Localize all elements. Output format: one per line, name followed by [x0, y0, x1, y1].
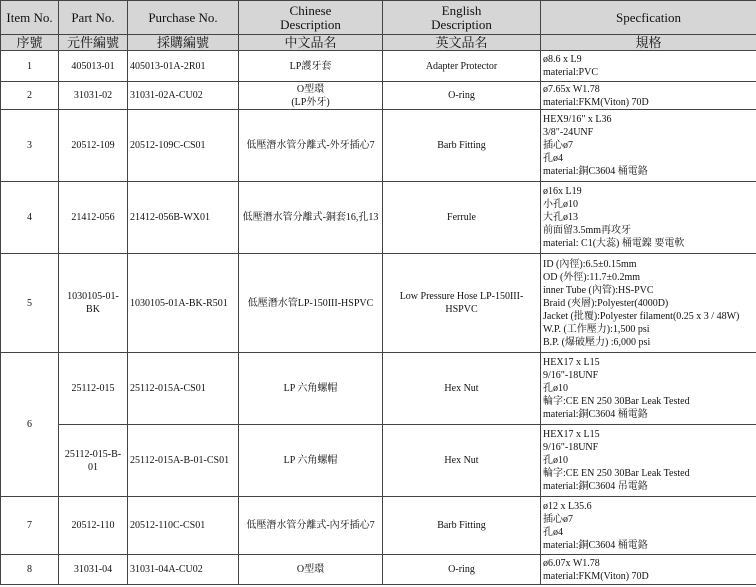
chinese-description-cell: O型環: [239, 555, 383, 585]
english-description-cell: O-ring: [383, 555, 541, 585]
spec-line: Braid (夾層):Polyester(4000D): [543, 297, 669, 309]
chinese-description-cell: 低壓潛水管分離式-銅套16,孔13: [239, 182, 383, 254]
specification-cell: [541, 425, 756, 497]
specification-cell: [541, 110, 756, 182]
chinese-description-cell: 低壓潛水管LP-150III-HSPVC: [239, 254, 383, 353]
spec-line: material:銅C3604 桶電鉻: [543, 166, 648, 177]
spec-line: material:銅C3604 吊電鉻: [543, 481, 648, 492]
spec-line: ø8.6 x L9: [543, 54, 582, 65]
item-no-cell: 6: [1, 353, 59, 497]
spec-line: Jacket (批覆):Polyester filament(0.25 x 3 / 48W): [543, 310, 740, 322]
purchase-no-cell: 20512-109C-CS01: [128, 110, 239, 182]
purchase-no-cell: 31031-04A-CU02: [128, 555, 239, 585]
english-description-cell: Adapter Protector: [383, 51, 541, 82]
table-row: [1, 110, 756, 182]
header-item-no: Item No.: [1, 1, 59, 35]
spec-line: B.P. (爆破壓力) :6,000 psi: [543, 336, 651, 348]
chinese-description-cell: 低壓潛水管分離式-內牙插心7: [239, 497, 383, 555]
spec-line: 輪字:CE EN 250 30Bar Leak Tested: [543, 468, 690, 479]
english-description-cell: Barb Fitting: [383, 110, 541, 182]
spec-line: 插心ø7: [543, 140, 573, 151]
table-row: [1, 254, 756, 353]
spec-line: ø7.65x W1.78: [543, 83, 600, 95]
header-chinese-description: [239, 1, 383, 35]
chinese-description-cell: LP護牙套: [239, 51, 383, 82]
table-row: [1, 555, 756, 585]
chinese-description-line: (LP外牙): [291, 96, 330, 108]
purchase-no-cell: 21412-056B-WX01: [128, 182, 239, 254]
purchase-no-cell: 405013-01A-2R01: [128, 51, 239, 82]
header-zh-part-no: 元件編號: [59, 35, 128, 51]
chinese-description-cell: LP 六角螺帽: [239, 353, 383, 425]
header-part-no: Part No.: [59, 1, 128, 35]
spec-line: material:銅C3604 桶電鉻: [543, 409, 648, 420]
spec-line: 3/8"-24UNF: [543, 127, 594, 138]
header-english-description: [383, 1, 541, 35]
spec-line: material:銅C3604 桶電鉻: [543, 539, 648, 551]
purchase-no-cell: 31031-02A-CU02: [128, 82, 239, 110]
spec-line: HEX17 x L15: [543, 429, 600, 440]
item-no-cell: 5: [1, 254, 59, 353]
table-row: [1, 182, 756, 254]
spec-line: 大孔ø13: [543, 212, 578, 223]
part-no-cell: 20512-109: [59, 110, 128, 182]
specification-cell: [541, 353, 756, 425]
chinese-description-line: O型環: [296, 83, 325, 95]
english-description-cell: Low Pressure Hose LP-150III-HSPVC: [383, 254, 541, 353]
specification-cell: [541, 254, 756, 353]
part-no-cell: 405013-01: [59, 51, 128, 82]
item-no-cell: 3: [1, 110, 59, 182]
header-row-chinese: [1, 35, 756, 51]
chinese-description-cell: LP 六角螺帽: [239, 425, 383, 497]
item-no-cell: 2: [1, 82, 59, 110]
english-description-cell: Hex Nut: [383, 353, 541, 425]
chinese-description-cell: 低壓潛水管分離式-外牙插心7: [239, 110, 383, 182]
spec-line: 孔ø10: [543, 383, 568, 394]
header-zh-english-description: 英文品名: [383, 35, 541, 51]
english-description-cell: O-ring: [383, 82, 541, 110]
spec-line: 孔ø4: [543, 526, 563, 538]
purchase-no-cell: 1030105-01A-BK-R501: [128, 254, 239, 353]
table-row: [1, 425, 756, 497]
part-no-cell: 20512-110: [59, 497, 128, 555]
specification-cell: [541, 51, 756, 82]
spec-line: 孔ø4: [543, 153, 563, 164]
table-row: [1, 353, 756, 425]
part-no-cell: 31031-04: [59, 555, 128, 585]
spec-line: ø12 x L35.6: [543, 500, 592, 512]
table-row: [1, 51, 756, 82]
spec-line: ø6.07x W1.78: [543, 557, 600, 569]
spec-line: 前面留3.5mm再攻牙: [543, 225, 632, 236]
specification-cell: [541, 497, 756, 555]
spec-line: material:FKM(Viton) 70D: [543, 570, 649, 582]
header-zh-item-no: 序號: [1, 35, 59, 51]
item-no-cell: 1: [1, 51, 59, 82]
part-no-cell: 25112-015-B-01: [59, 425, 128, 497]
english-description-cell: Barb Fitting: [383, 497, 541, 555]
spec-line: 小孔ø10: [543, 199, 578, 210]
table-row: [1, 497, 756, 555]
spec-line: HEX17 x L15: [543, 357, 600, 368]
header-purchase-no: Purchase No.: [128, 1, 239, 35]
spec-line: material:PVC: [543, 67, 598, 78]
purchase-no-cell: 25112-015A-B-01-CS01: [128, 425, 239, 497]
header-english-description-label-2: Description: [431, 16, 492, 32]
specification-cell: [541, 82, 756, 110]
header-english-description-label: English: [441, 2, 482, 18]
spec-line: material:FKM(Viton) 70D: [543, 96, 649, 108]
spec-line: material: C1(大蕊) 桶電鎳 要電軟: [543, 238, 685, 249]
purchase-no-cell: 20512-110C-CS01: [128, 497, 239, 555]
english-description-cell: Ferrule: [383, 182, 541, 254]
english-description-cell: Hex Nut: [383, 425, 541, 497]
spec-line: inner Tube (內管):HS-PVC: [543, 284, 654, 296]
item-no-cell: 8: [1, 555, 59, 585]
header-row-english: [1, 1, 756, 35]
table-row: [1, 82, 756, 110]
spec-line: 插心ø7: [543, 513, 573, 525]
spec-line: ID (內徑):6.5±0.15mm: [543, 258, 637, 270]
header-zh-chinese-description: 中文品名: [239, 35, 383, 51]
header-zh-purchase-no: 採購編號: [128, 35, 239, 51]
specification-cell: [541, 182, 756, 254]
header-zh-specification: 規格: [541, 35, 756, 51]
header-chinese-description-label: Chinese: [289, 2, 332, 18]
spec-line: 孔ø10: [543, 455, 568, 466]
spec-line: HEX9/16" x L36: [543, 114, 612, 125]
spec-line: OD (外徑):11.7±0.2mm: [543, 271, 641, 283]
spec-line: W.P. (工作壓力):1,500 psi: [543, 323, 650, 335]
specification-cell: [541, 555, 756, 585]
chinese-description-cell: [239, 82, 383, 110]
item-no-cell: 4: [1, 182, 59, 254]
spec-line: 9/16"-18UNF: [543, 370, 599, 381]
part-no-cell: 31031-02: [59, 82, 128, 110]
header-chinese-description-label-2: Description: [280, 16, 341, 32]
spec-line: 9/16"-18UNF: [543, 442, 599, 453]
purchase-no-cell: 25112-015A-CS01: [128, 353, 239, 425]
part-no-cell: 25112-015: [59, 353, 128, 425]
item-no-cell: 7: [1, 497, 59, 555]
part-no-cell: 21412-056: [59, 182, 128, 254]
part-no-cell: 1030105-01-BK: [59, 254, 128, 353]
spec-line: 輪字:CE EN 250 30Bar Leak Tested: [543, 396, 690, 407]
spec-line: ø16x L19: [543, 186, 582, 197]
header-specification: Specfication: [541, 1, 756, 35]
